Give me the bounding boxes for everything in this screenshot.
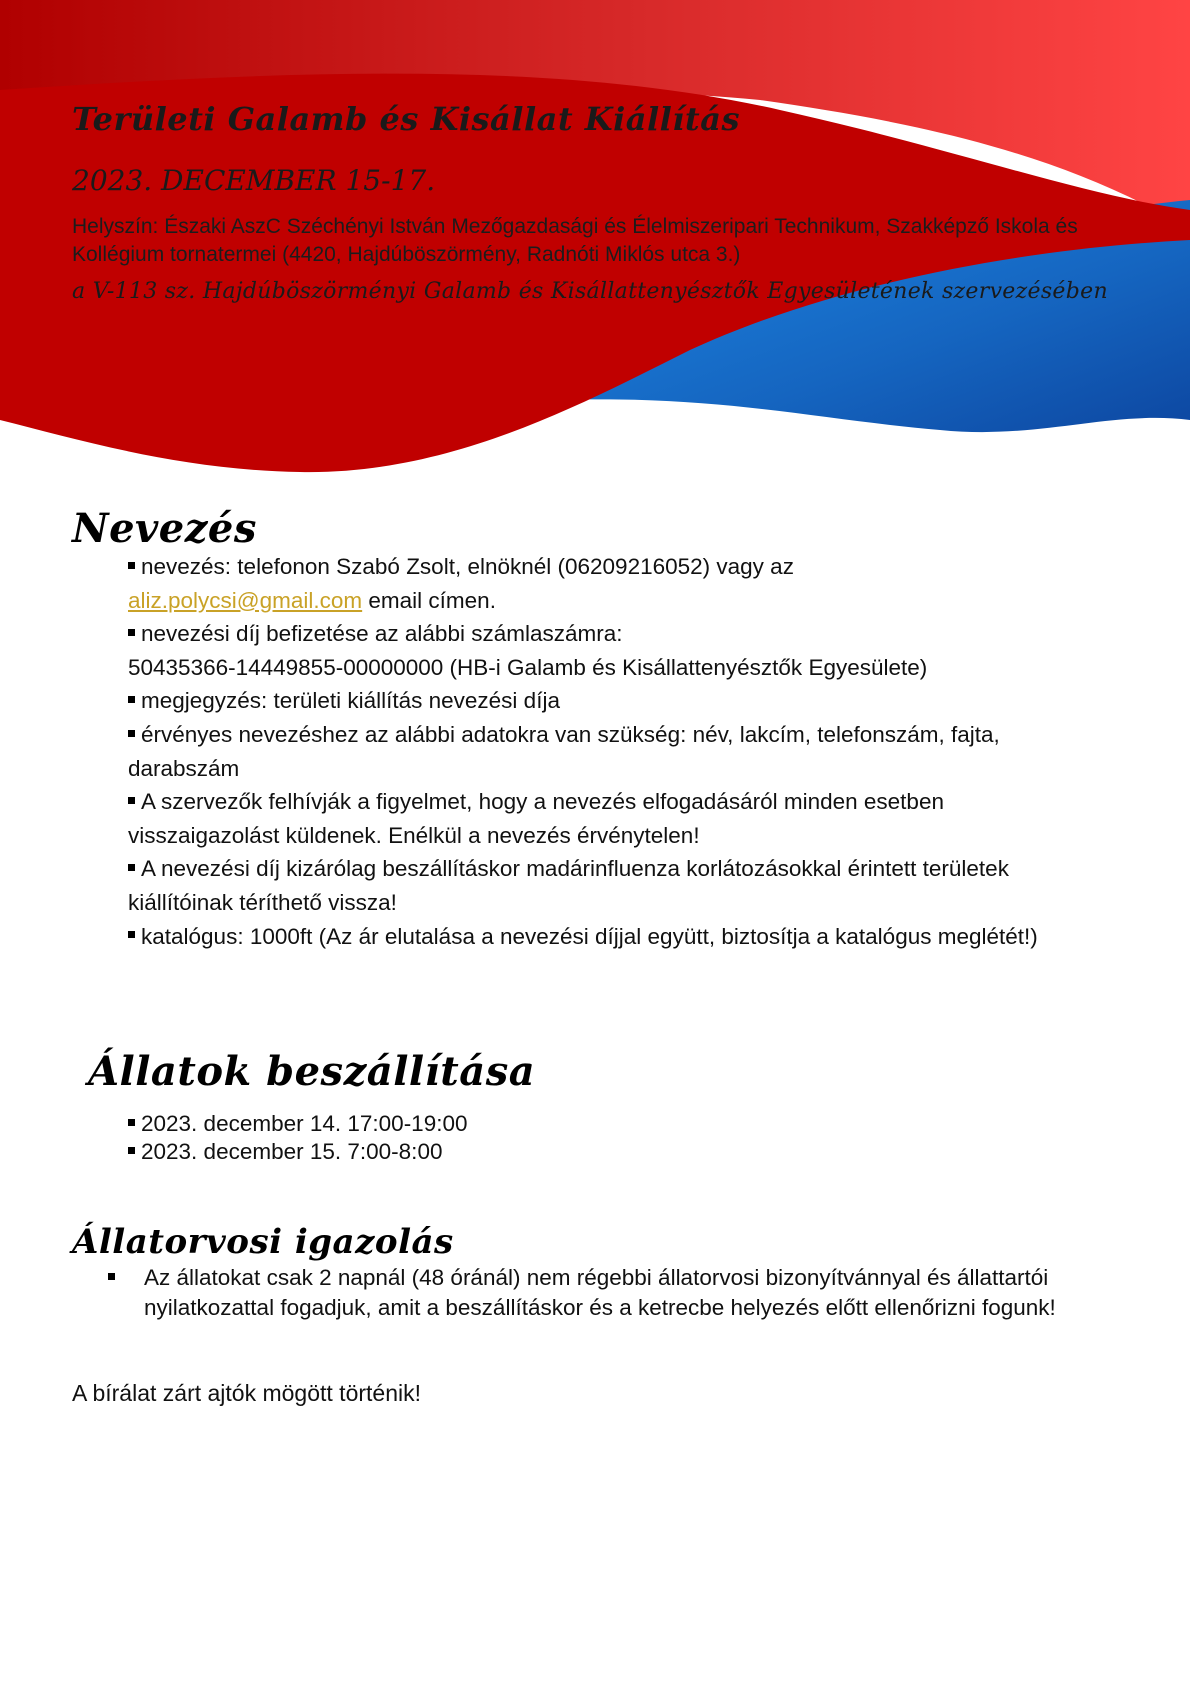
- delivery-list: [128, 1110, 1088, 1166]
- list-item: [128, 852, 1088, 919]
- vet-requirement: [108, 1263, 1068, 1322]
- bullet-icon: [128, 1119, 135, 1126]
- list-item: [128, 785, 1088, 852]
- list-item-text: A nevezési díj kizárólag beszállításkor madárinfluenza korlátozásokkal érintett területek kiállítóinak téríthető vissza!: [128, 856, 1009, 915]
- list-item: [128, 684, 1088, 718]
- bullet-icon: [128, 696, 135, 703]
- bullet-icon: [128, 629, 135, 636]
- list-item-text: megjegyzés: területi kiállítás nevezési díja: [141, 688, 560, 714]
- venue-text: Helyszín: Északi AszC Széchényi István Mezőgazdasági és Élelmiszeripari Technikum, Szakképző Iskola és Kollégium tornatermei (4420, Hajdúböszörmény, Radnóti Miklós utca 3.): [72, 215, 1078, 266]
- list-item-text: katalógus: 1000ft (Az ár elutalása a nevezési díjjal együtt, biztosítja a katalógus meglétét!): [141, 923, 1038, 949]
- list-item: [128, 718, 1088, 785]
- list-item-text: A szervezők felhívják a figyelmet, hogy a nevezés elfogadásáról minden esetben visszaigazolást küldenek. Enélkül a nevezés érvénytelen!: [128, 789, 944, 848]
- delivery-time: 2023. december 15. 7:00-8:00: [141, 1139, 443, 1164]
- nevezes-list: [128, 550, 1088, 953]
- email-link[interactable]: aliz.polycsi@gmail.com: [128, 587, 363, 613]
- event-title: Területi Galamb és Kisállat Kiállítás: [72, 100, 740, 138]
- account-number: 50435366-14449855-00000000 (HB-i Galamb és Kisállattenyésztők Egyesülete): [128, 654, 928, 680]
- list-item-text: email címen.: [362, 587, 496, 613]
- organizer-text: a V-113 sz. Hajdúböszörményi Galamb és Kisállattenyésztők Egyesületének szervezésében: [72, 279, 1108, 304]
- list-item: [128, 1110, 1088, 1138]
- list-item: [128, 920, 1088, 954]
- bullet-icon: [128, 1147, 135, 1154]
- bullet-icon: [108, 1273, 115, 1280]
- list-item: [128, 617, 1088, 684]
- section-title-nevezes: Nevezés: [72, 505, 257, 552]
- bullet-icon: [128, 730, 135, 737]
- list-item: [128, 1138, 1088, 1166]
- list-item: [128, 550, 1088, 617]
- list-item-text: nevezés: telefonon Szabó Zsolt, elnöknél (06209216052) vagy az: [141, 554, 794, 579]
- closing-note: A bírálat zárt ajtók mögött történik!: [72, 1380, 421, 1406]
- event-date: 2023. DECEMBER 15-17.: [72, 164, 436, 197]
- bullet-icon: [128, 797, 135, 804]
- bullet-icon: [128, 562, 135, 569]
- bullet-icon: [128, 864, 135, 871]
- header: [72, 100, 1152, 304]
- list-item-text: érvényes nevezéshez az alábbi adatokra van szükség: név, lakcím, telefonszám, fajta, darabszám: [128, 721, 1000, 781]
- section-title-allatok: Állatok beszállítása: [88, 1048, 536, 1095]
- vet-requirement-text: Az állatokat csak 2 napnál (48 óránál) nem régebbi állatorvosi bizonyítvánnyal és állattartói nyilatkozattal fogadjuk, amit a beszállításkor és a ketrecbe helyezés előtt ellenőrizni fogunk!: [144, 1265, 1056, 1320]
- delivery-time: 2023. december 14. 17:00-19:00: [141, 1111, 468, 1136]
- list-item-text: nevezési díj befizetése az alábbi számlaszámra:: [141, 621, 623, 647]
- section-title-allatorvosi: Állatorvosi igazolás: [72, 1222, 454, 1262]
- bullet-icon: [128, 931, 135, 938]
